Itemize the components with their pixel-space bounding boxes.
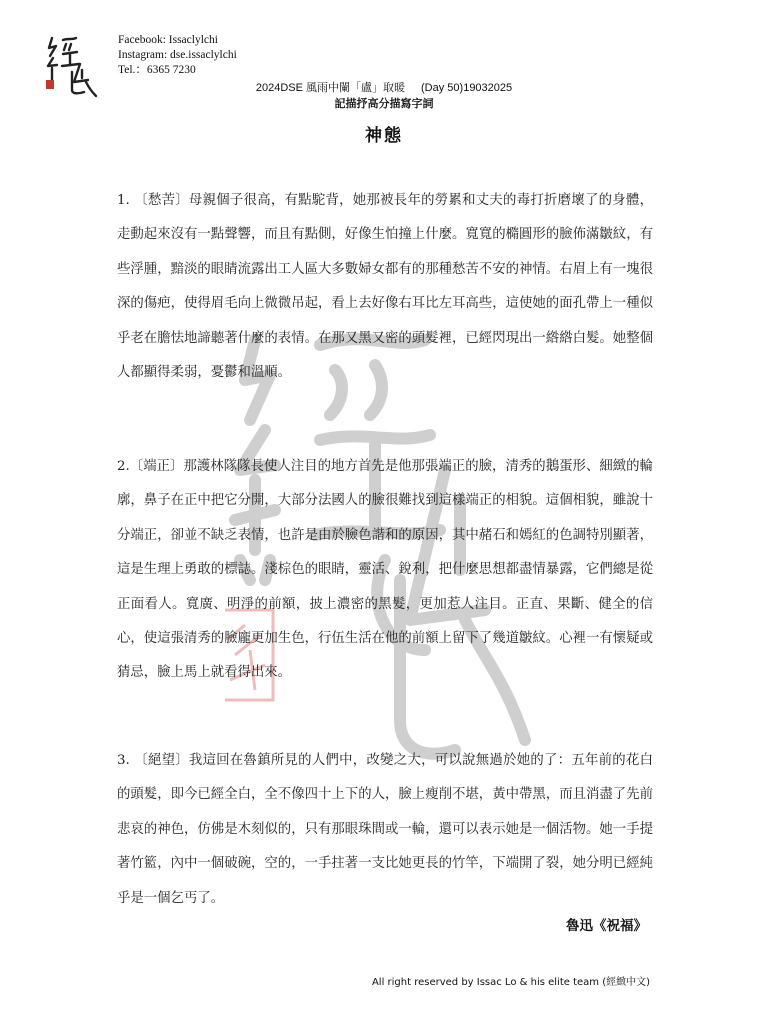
page-title: 神態 [365,126,403,146]
exam-meta [0,79,768,95]
instagram-handle: Instagram: dse.issaclylchi [118,49,237,61]
contact-info [118,33,237,78]
paragraph-1: 1. 〔愁苦〕母親個子很高，有點駝背，她那被長年的勞累和丈夫的毒打折磨壞了的身體，走動起來沒有一點聲響，而且有點側，好像生怕撞上什麼。寬寬的橢圓形的臉佈滿皺紋，有些浮腫，黯淡的眼睛流露出工人區大多數婦女都有的那種愁苦不安的神情。右眉上有一塊很深的傷疤，使得眉毛向上微微吊起，看上去好像右耳比左耳高些，這使她的面孔帶上一種似乎老在膽怯地諦聽著什麼的表情。在那又黑又密的頭髮裡，已經閃現出一綹綹白髮。她整個人都顯得柔弱，憂鬱和溫順。 [117,193,653,381]
paragraph-2: 2.〔端正〕那護林隊隊長使人注目的地方首先是他那張端正的臉，清秀的鵝蛋形、細緻的輪廓，鼻子在正中把它分開，大部分法國人的臉很難找到這樣端正的相貌。這個相貌，雖說十分端正，卻並不缺乏表情，也許是由於臉色諧和的原因，其中赭石和嫣紅的色調特別顯著，這是生理上勇敢的標誌。淺棕色的眼睛，靈活、銳利，把什麼思想都盡情暴露，它們總是從正面看人。寬廣、明淨的前額，披上濃密的黑髮，更加惹人注目。正直、果斷、健全的信心，使這張清秀的臉龐更加生色，行伍生活在他的前額上留下了幾道皺紋。心裡一有懷疑或猜忌，臉上馬上就看得出來。 [117,459,653,681]
page-subtitle: 記描抒高分描寫字詞 [334,97,434,110]
author-citation: 魯迅《祝福》 [566,918,647,934]
phone-number: Tel.：6365 7230 [118,64,196,76]
exam-label: 2024DSE 風雨中闌「盧」取暖 [255,82,406,94]
day-label: (Day 50)19032025 [421,82,513,94]
paragraph-3: 3. 〔絕望〕我這回在魯鎮所見的人們中，改變之大，可以說無過於她的了：五年前的花白的頭髮，即今已經全白，全不像四十上下的人，臉上瘦削不堪，黃中帶黑，而且消盡了先前悲哀的神色，仿佛是木刻似的，只有那眼珠間或一輪，還可以表示她是一個活物。她一手提著竹籃，內中一個破碗，空的，一手拄著一支比她更長的竹竿，下端開了裂，她分明已經純乎是一個乞丐了。 [117,753,653,906]
footer-copyright: All right reserved by Issac Lo & his elite team (經緻中文) [371,977,650,988]
facebook-handle: Facebook: Issaclylchi [118,34,218,46]
